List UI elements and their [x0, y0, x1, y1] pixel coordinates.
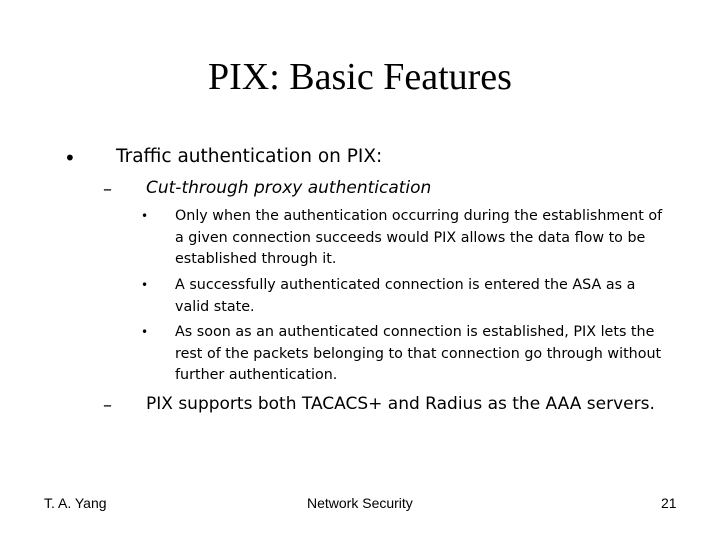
sub-point-text: As soon as an authenticated connection is established, PIX lets the rest of the packets belonging to that connection go through without further authentication. [175, 324, 662, 383]
sub-bullet-marker: • [141, 278, 149, 292]
slide-title: PIX: Basic Features [208, 56, 512, 98]
page-number: 21 [661, 495, 677, 511]
sub-point-text: Only when the authentication occurring during the establishment of a given connection succeeds would PIX allows the data flow to be established through it. [175, 208, 663, 267]
footer-course: Network Security [307, 495, 413, 511]
dash-marker: – [103, 179, 112, 200]
footer-author: T. A. Yang [44, 495, 107, 511]
sub-heading: Cut-through proxy authentication [146, 178, 432, 198]
main-bullet-text: Traffic authentication on PIX: [116, 146, 383, 167]
dash-marker: – [103, 395, 112, 416]
sub-bullet-marker: • [141, 209, 149, 223]
sub-bullet-marker: • [141, 325, 149, 339]
sub-point-text: A successfully authenticated connection is entered the ASA as a valid state. [175, 277, 636, 315]
second-point: PIX supports both TACACS+ and Radius as the AAA servers. [146, 394, 655, 414]
bullet-marker: • [64, 146, 76, 170]
